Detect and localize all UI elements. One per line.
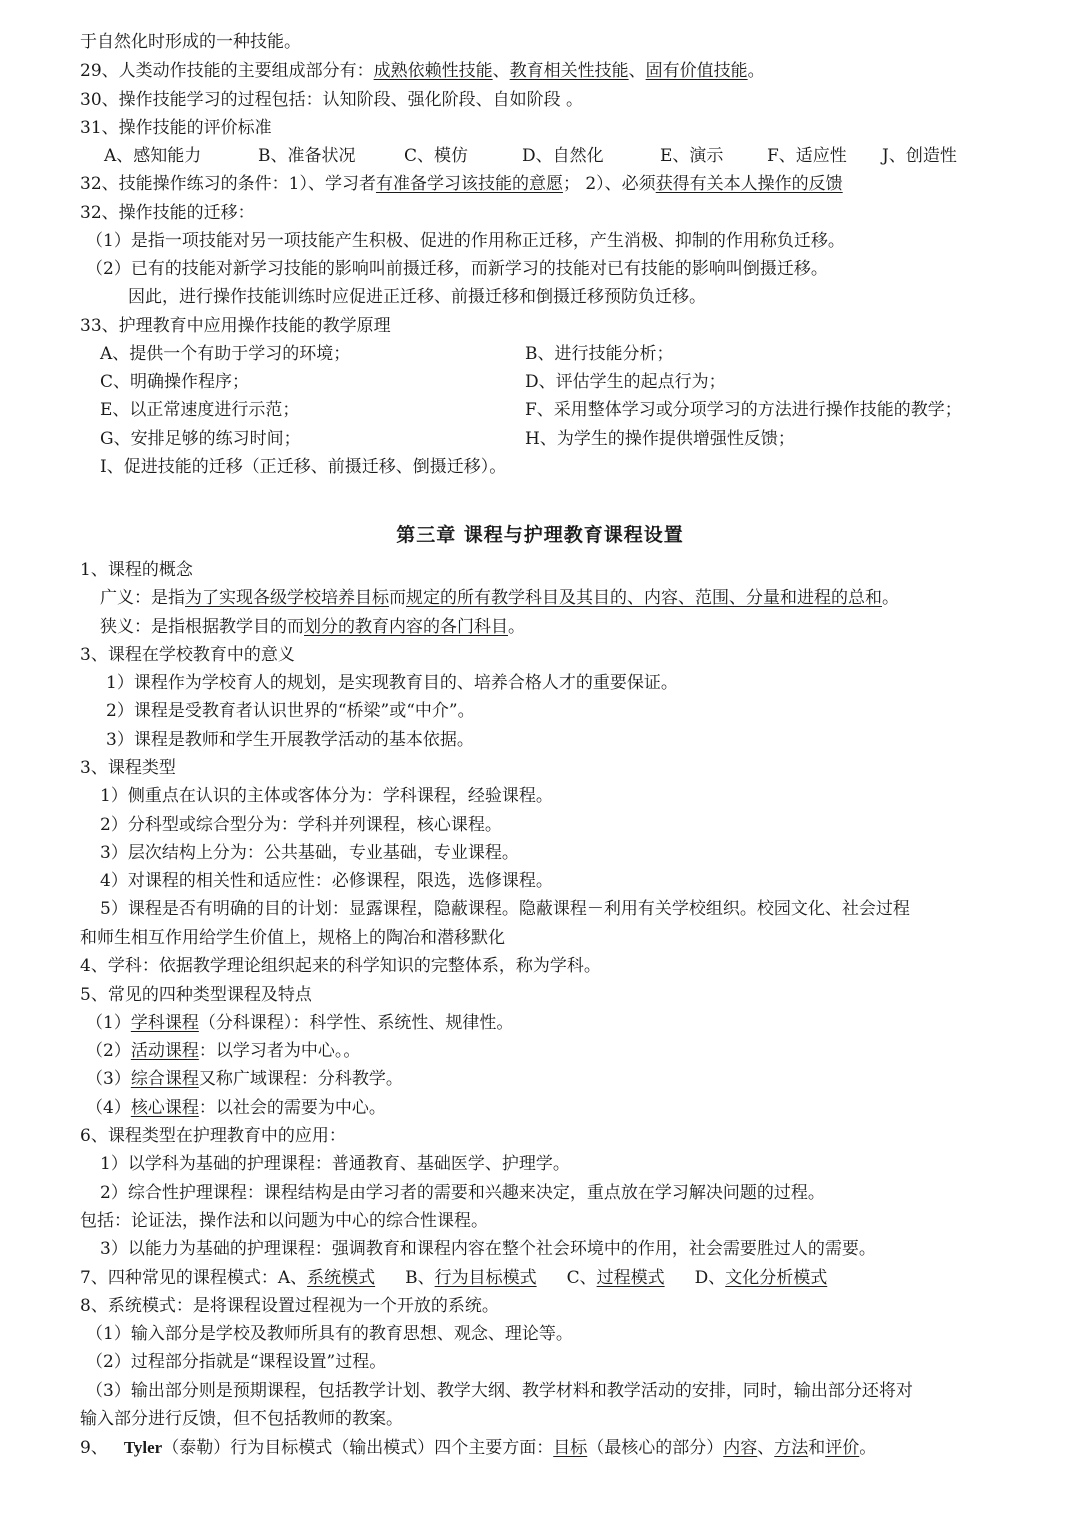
intro-line: 于自然化时形成的一种技能。 [80,32,301,52]
c6-item-1: 1）以学科为基础的护理课程：普通教育、基础医学、护理学。 [100,1154,570,1174]
c3b-cont: 和师生相互作用给学生价值上，规格上的陶冶和潜移默化 [80,928,505,948]
q31-option: D、自然化 [522,146,604,166]
q32b-title: 32、操作技能的迁移： [80,203,255,223]
q29-b: 教育相关性技能 [509,61,629,81]
q29-c: 固有价值技能 [645,61,748,81]
q32b-p3: 因此，进行操作技能训练时应促进正迁移、前摄迁移和倒摄迁移预防负迁移。 [128,287,706,307]
c7-line: 7、四种常见的课程模式：A、系统模式 B、行为目标模式 C、过程模式 D、文化分析模式 [80,1268,828,1288]
c8-title: 8、系统模式：是将课程设置过程视为一个开放的系统。 [80,1296,499,1316]
c3a-item: 2）课程是受教育者认识世界的“桥梁”或“中介”。 [106,701,475,721]
q32b-p1: （1）是指一项技能对另一项技能产生积极、促进的作用称正迁移，产生消极、抑制的作用称负迁移。 [86,231,845,251]
c6-title: 6、课程类型在护理教育中的应用： [80,1126,346,1146]
c4-line: 4、学科：依据教学理论组织起来的科学知识的完整体系，称为学科。 [80,956,601,976]
c8-p3-cont: 输入部分进行反馈，但不包括教师的教案。 [80,1409,403,1429]
q33-row: G、安排足够的练习时间； H、为学生的操作提供增强性反馈； [100,429,795,449]
c5-title: 5、常见的四种类型课程及特点 [80,985,312,1005]
c5-item: （4）核心课程：以社会的需要为中心。 [86,1098,386,1118]
c5-item: （2）活动课程：以学习者为中心。。 [86,1041,361,1061]
c8-p3: （3）输出部分则是预期课程，包括教学计划、教学大纲、教学材料和教学活动的安排，同时，输出部分还将对 [86,1381,913,1401]
c3a-item: 1）课程作为学校育人的规划，是实现教育目的、培养合格人才的重要保证。 [106,673,678,693]
c3b-item: 4）对课程的相关性和适应性：必修课程，限选，选修课程。 [100,871,553,891]
c1-broad: 广义：是指为了实现各级学校培养目标而规定的所有教学科目及其目的、内容、范围、分量和进程的总和。 [100,588,899,608]
c8-p1: （1）输入部分是学校及教师所具有的教育思想、观念、理论等。 [86,1324,573,1344]
q30-line: 30、操作技能学习的过程包括：认知阶段、强化阶段、自如阶段 。 [80,90,584,110]
c3a-item: 3）课程是教师和学生开展教学活动的基本依据。 [106,730,474,750]
c6-item-2: 2）综合性护理课程：课程结构是由学习者的需要和兴趣来决定，重点放在学习解决问题的过程。 [100,1183,825,1203]
q31-option: C、模仿 [404,146,469,166]
q33-row: C、明确操作程序； D、评估学生的起点行为； [100,372,726,392]
c1-narrow: 狭义：是指根据教学目的而划分的教育内容的各门科目。 [100,617,525,637]
q33-last: I、促进技能的迁移（正迁移、前摄迁移、倒摄迁移）。 [100,457,507,477]
q31-option: J、创造性 [882,146,957,166]
c8-p2: （2）过程部分指就是“课程设置”过程。 [86,1352,387,1372]
c3b-title: 3、课程类型 [80,758,176,778]
q31-option: E、演示 [660,146,724,166]
q33-row: E、以正常速度进行示范； F、采用整体学习或分项学习的方法进行操作技能的教学； [100,400,962,420]
c5-item: （1）学科课程（分科课程）：科学性、系统性、规律性。 [86,1013,514,1033]
q31-option: B、准备状况 [258,146,356,166]
q31-option: A、感知能力 [104,146,202,166]
c3b-item: 2）分科型或综合型分为：学科并列课程，核心课程。 [100,815,502,835]
c3b-item: 5）课程是否有明确的目的计划：显露课程，隐蔽课程。隐蔽课程－利用有关学校组织。校园文化、社会过程 [100,899,910,919]
c1-title: 1、课程的概念 [80,560,193,580]
q29-line: 29、人类动作技能的主要组成部分有：成熟依赖性技能、教育相关性技能、固有价值技能。 [80,61,765,81]
q31-title: 31、操作技能的评价标准 [80,118,272,138]
q33-title: 33、护理教育中应用操作技能的教学原理 [80,316,391,336]
q29-a: 成熟依赖性技能 [373,61,493,81]
c3b-item: 3）层次结构上分为：公共基础，专业基础，专业课程。 [100,843,519,863]
c6-item-3: 3）以能力为基础的护理课程：强调教育和课程内容在整个社会环境中的作用，社会需要胜过人的需要。 [100,1239,876,1259]
c3b-item: 1）侧重点在认识的主体或客体分为：学科课程，经验课程。 [100,786,553,806]
c9-line: 9、 Tyler（泰勒）行为目标模式（输出模式）四个主要方面：目标（最核心的部分）内容、方法和评价。 [80,1438,877,1458]
c6-includes: 包括：论证法，操作法和以问题为中心的综合性课程。 [80,1211,488,1231]
q32a-line: 32、技能操作练习的条件：1）、学习者有准备学习该技能的意愿； 2）、必须获得有关本人操作的反馈 [80,174,843,194]
q32b-p2: （2）已有的技能对新学习技能的影响叫前摄迁移，而新学习的技能对已有技能的影响叫倒摄迁移。 [86,259,828,279]
q31-option: F、适应性 [767,146,847,166]
c5-item: （3）综合课程又称广域课程：分科教学。 [86,1069,403,1089]
c3a-title: 3、课程在学校教育中的意义 [80,645,295,665]
q33-row: A、提供一个有助于学习的环境； B、进行技能分析； [100,344,674,364]
chapter-title: 第三章 课程与护理教育课程设置 [396,524,684,546]
